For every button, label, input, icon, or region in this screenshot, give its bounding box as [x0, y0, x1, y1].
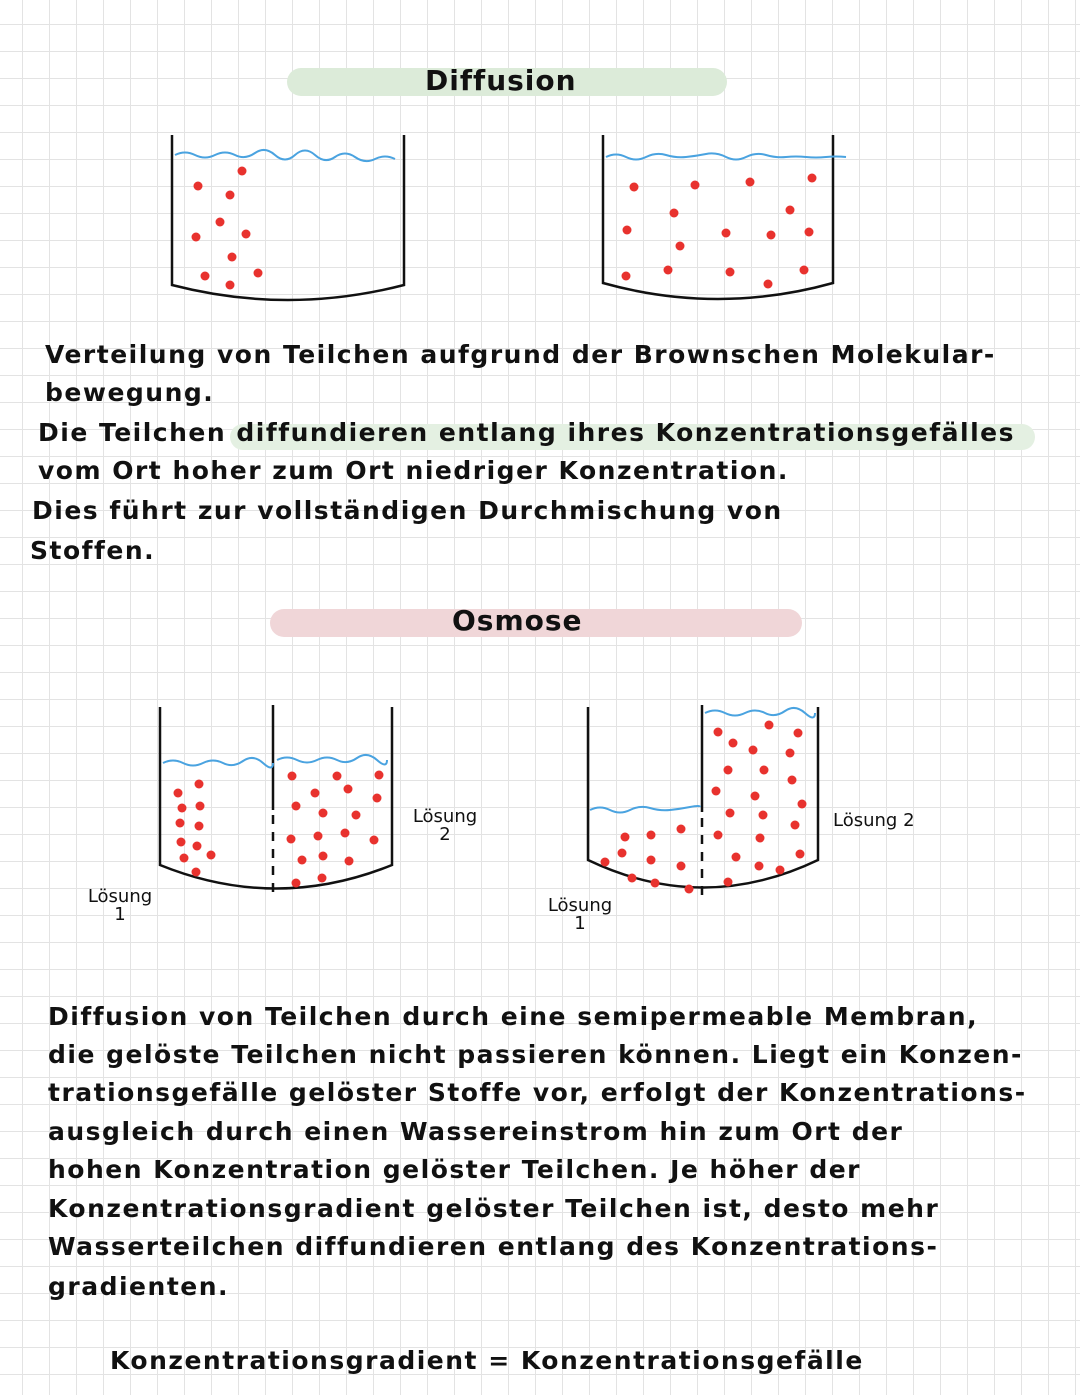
osmose-beaker-after: [588, 705, 818, 895]
label-left-solution-1: Lösung 1: [87, 886, 153, 925]
text-line: gradienten.: [48, 1272, 230, 1301]
label-left-solution-2: Lösung 2: [412, 806, 478, 845]
text-line: Diffusion von Teilchen durch eine semipermeable Membran,: [48, 1002, 979, 1031]
osmose-particles-before: [174, 771, 384, 888]
diffusion-particles-after: [622, 174, 817, 289]
osmose-particles-after: [601, 721, 807, 894]
text-line: Wasserteilchen diffundieren entlang des Konzentrations-: [48, 1232, 939, 1261]
text-line: bewegung.: [45, 378, 215, 407]
label-right-solution-1: Lösung 1: [547, 895, 613, 934]
diffusion-title: Diffusion: [425, 64, 577, 97]
text-line: Stoffen.: [30, 536, 156, 565]
text-line: hohen Konzentration gelöster Teilchen. Je höher der: [48, 1155, 861, 1184]
text-line: Konzentrationsgradient gelöster Teilchen ist, desto mehr: [48, 1194, 940, 1223]
osmose-beaker-before: [160, 705, 392, 892]
label-right-solution-2: Lösung 2: [833, 810, 915, 831]
text-line: Verteilung von Teilchen aufgrund der Brownschen Molekular-: [45, 340, 996, 369]
diffusion-beaker-after: [603, 135, 846, 299]
text-line: Die Teilchen diffundieren entlang ihres Konzentrationsgefälles: [38, 418, 1015, 447]
equation: Konzentrationsgradient = Konzentrationsgefälle: [110, 1346, 864, 1375]
text-line: ausgleich durch einen Wassereinstrom hin zum Ort der: [48, 1117, 904, 1146]
osmose-title: Osmose: [452, 604, 583, 637]
text-line: Dies führt zur vollständigen Durchmischung von: [32, 496, 783, 525]
text-line: trationsgefälle gelöster Stoffe vor, erfolgt der Konzentrations-: [48, 1078, 1027, 1107]
text-line: vom Ort hoher zum Ort niedriger Konzentration.: [38, 456, 789, 485]
diffusion-particles-before: [192, 167, 263, 290]
text-line: die gelöste Teilchen nicht passieren können. Liegt ein Konzen-: [48, 1040, 1023, 1069]
